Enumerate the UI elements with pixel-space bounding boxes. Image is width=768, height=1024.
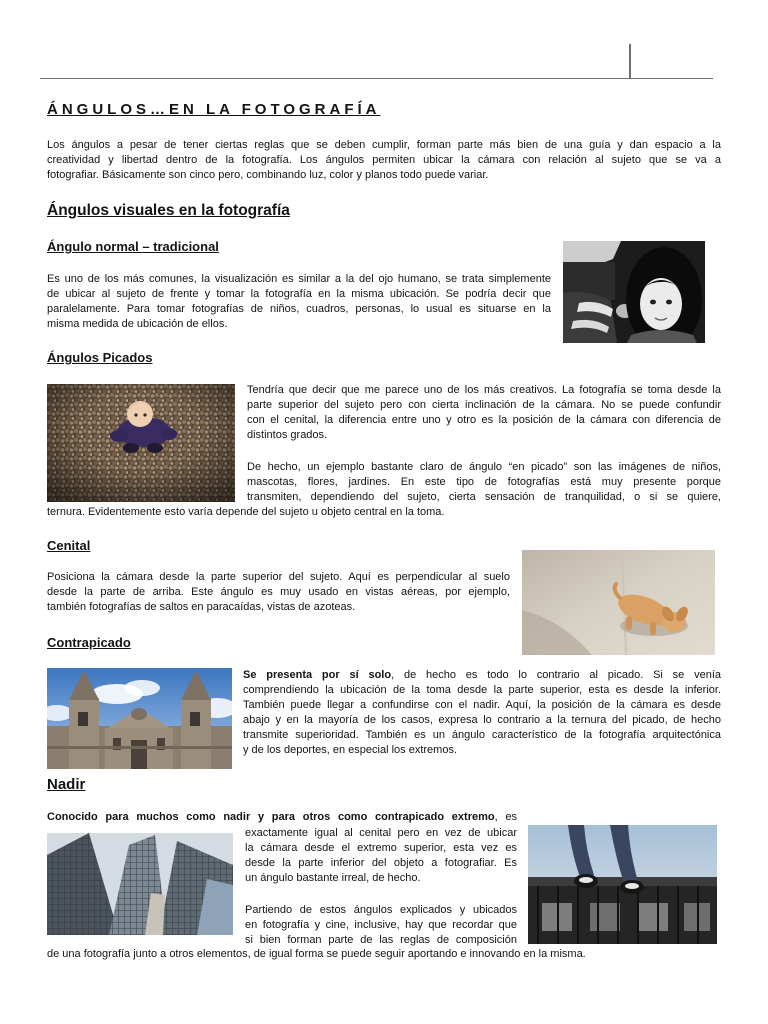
text-line: parte superior del sujeto pero con cierta inclinación de la cámara. No se puede confundir bbox=[247, 399, 721, 411]
text-line: la cámara desde el extremo superior, esta vez es bbox=[245, 842, 517, 854]
text-line bbox=[243, 668, 721, 683]
photo-normal-angle-girl bbox=[563, 241, 705, 343]
text-line: de ubicar al sujeto de frente y tomar la fotografía en la misma ubicación. Se podría decir que bbox=[47, 288, 551, 300]
high-angle-paragraph-2-end bbox=[47, 505, 721, 520]
text-line: mascotas, flores, jardines. En este tipo de fotografías está muy presente porque bbox=[247, 476, 721, 488]
text-line: y de los deportes, en especial los extremos. bbox=[243, 744, 458, 756]
overhead-heading: Cenital bbox=[47, 538, 91, 553]
nadir-lead-rest: , es bbox=[494, 811, 518, 823]
nadir-lead-line bbox=[47, 810, 517, 825]
nadir-lead-bold: Conocido para muchos como nadir y para otros como contrapicado extremo bbox=[47, 811, 495, 823]
text-line: Los ángulos a pesar de tener ciertas reglas que se deben cumplir, forman parte más bien de una guía y dan espacio a la bbox=[47, 139, 721, 151]
photo-low-angle-cathedral bbox=[47, 668, 232, 769]
text-line: creatividad y libertad dentro de la fotografía. Los ángulos permiten ubicar la cámara con relación al sujeto que se va a bbox=[47, 154, 721, 166]
text-line: de una fotografía junto a otros elementos, de igual forma se puede seguir aportando e innovando en la misma. bbox=[47, 948, 586, 960]
low-angle-lead-bold: Se presenta por sí solo bbox=[243, 669, 392, 681]
text-line: transmiten, dependiendo del sujeto, cierta sensación de tranquilidad, o si se quiere, bbox=[247, 491, 721, 503]
high-angle-paragraph-1 bbox=[247, 383, 721, 443]
header-divider bbox=[629, 44, 631, 79]
text-line: distintos grados. bbox=[247, 429, 328, 441]
text-line: un ángulo bastante irreal, de hecho. bbox=[245, 872, 421, 884]
nadir-heading: Nadir bbox=[47, 776, 86, 793]
low-angle-heading: Contrapicado bbox=[47, 635, 131, 650]
text-line: con el cenital, la diferencia entre uno y otro es la posición de la cámara con diferencia de bbox=[247, 414, 721, 426]
text-line bbox=[47, 810, 517, 825]
overhead-paragraph bbox=[47, 570, 510, 615]
high-angle-paragraph-2 bbox=[247, 460, 721, 505]
low-angle-paragraph bbox=[243, 668, 721, 758]
text-line: comprendiendo la ubicación de la toma desde la parte superior, esta es desde la inferior. bbox=[243, 684, 721, 696]
text-line: abajo y en la mayoría de los casos, expresa lo contrario a la ternura del picado, de hecho bbox=[243, 714, 721, 726]
nadir-paragraph-2-end bbox=[47, 947, 721, 962]
text-line: misma medida de ubicación de ellos. bbox=[47, 318, 228, 330]
header-rule bbox=[40, 78, 713, 79]
photo-high-angle-child bbox=[47, 384, 235, 502]
section-heading: Ángulos visuales en la fotografía bbox=[47, 202, 290, 219]
text-line: desde la parte de arriba. Este ángulo es muy usado en vistas aéreas, por ejemplo, bbox=[47, 586, 510, 598]
page-title: ÁNGULOS…EN LA FOTOGRAFÍA bbox=[47, 101, 381, 118]
intro-paragraph bbox=[47, 138, 721, 183]
text-line: exactamente igual al cenital pero en vez de ubicar bbox=[245, 827, 517, 839]
photo-overhead-dog bbox=[522, 550, 715, 655]
nadir-paragraph-2 bbox=[245, 903, 517, 948]
text-line: Tendría que decir que me parece uno de los más creativos. La fotografía se toma desde la bbox=[247, 384, 721, 396]
text-line: también fotografías de saltos en paracaídas, vistas de azoteas. bbox=[47, 601, 356, 613]
text-line: transmite superioridad. También es un ángulo característico de la fotografía arquitectónica bbox=[243, 729, 721, 741]
normal-angle-heading: Ángulo normal – tradicional bbox=[47, 239, 219, 254]
text-line: desde la parte inferior del objeto a fotografiar. Es bbox=[245, 857, 517, 869]
high-angle-heading: Ángulos Picados bbox=[47, 350, 153, 365]
text-line: paralelamente. Para tomar fotografías de niños, cuadros, personas, lo usual es situarse en la bbox=[47, 303, 551, 315]
text-line: También puede llegar a confundirse con el nadir. Aquí, la posición de la cámara es desde bbox=[243, 699, 721, 711]
text-line: Posiciona la cámara desde la parte superior del sujeto. Aquí es perpendicular al suelo bbox=[47, 571, 510, 583]
low-angle-lead-rest: , de hecho es todo lo contrario al picado. Si se venía bbox=[391, 669, 722, 681]
text-line: fotografiar. Básicamente son cinco pero, combinando luz, color y planos todo puede variar. bbox=[47, 169, 489, 181]
photo-worms-eye-feet bbox=[528, 825, 717, 944]
nadir-paragraph-1 bbox=[245, 826, 517, 886]
text-line: en fotografía y cine, inclusive, hay que recordar que bbox=[245, 919, 517, 931]
text-line: ternura. Evidentemente esto varía depende del sujeto u objeto central en la toma. bbox=[47, 506, 445, 518]
text-line: Es uno de los más comunes, la visualización es similar a la del ojo humano, se trata simplemente bbox=[47, 273, 551, 285]
photo-worms-eye-buildings bbox=[47, 833, 233, 935]
text-line: Partiendo de estos ángulos explicados y ubicados bbox=[245, 904, 517, 916]
normal-angle-paragraph bbox=[47, 272, 551, 332]
text-line: De hecho, un ejemplo bastante claro de ángulo “en picado” son las imágenes de niños, bbox=[247, 461, 721, 473]
text-line: si bien forman parte de las reglas de composición bbox=[245, 934, 517, 946]
